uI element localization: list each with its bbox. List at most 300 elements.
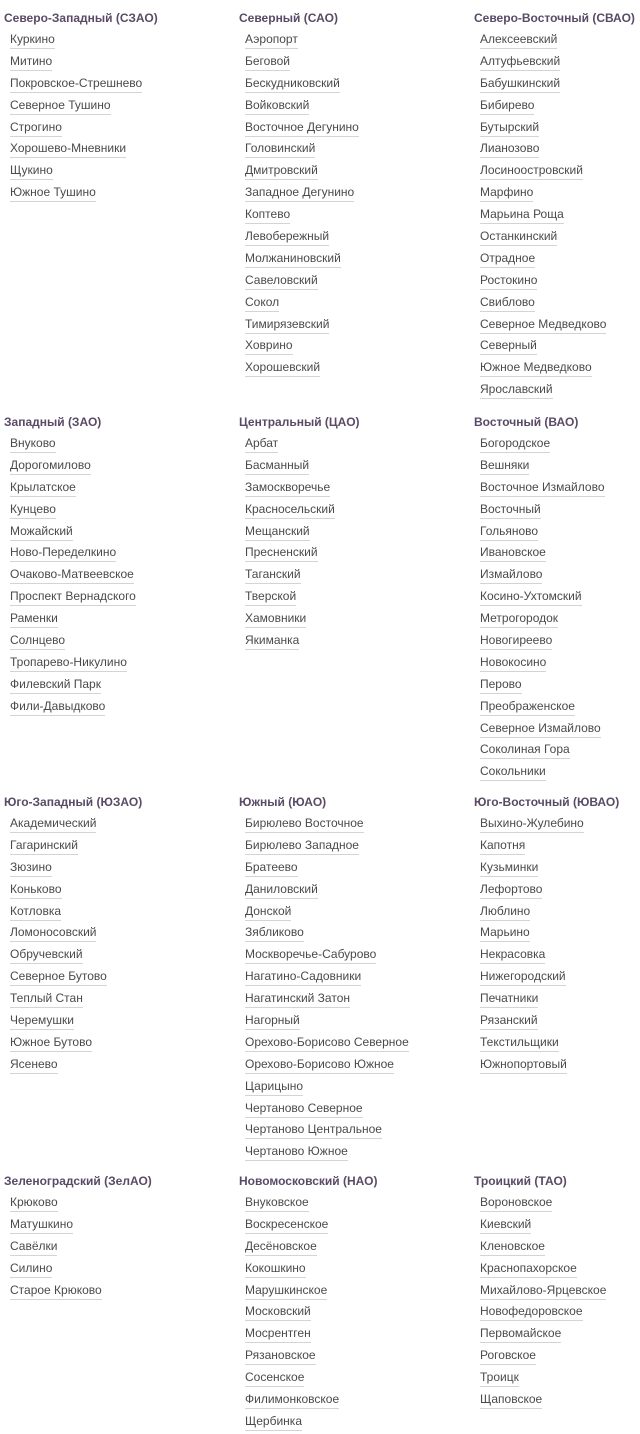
area-link[interactable]: Тимирязевский [245,317,329,334]
area-link[interactable]: Кленовское [480,1239,545,1256]
area-link[interactable]: Мосрентген [245,1326,311,1343]
district-title: Восточный (ВАО) [474,415,579,429]
area-link[interactable]: Марушкинское [245,1283,327,1300]
area-link[interactable]: Матушкино [10,1217,73,1234]
area-link[interactable]: Кокошкино [245,1261,306,1278]
list-item [474,336,640,358]
district-list [474,434,640,784]
list-item [4,565,174,587]
list-item [474,740,640,762]
area-link[interactable]: Марьина Роща [480,207,564,224]
area-link[interactable]: Чертаново Северное [245,1101,363,1118]
area-link[interactable]: Аэропорт [245,32,298,49]
list-item [239,249,409,271]
area-link[interactable]: Хорошевский [245,360,320,377]
list-item [239,858,409,880]
list-item [4,1011,174,1033]
list-item [474,719,640,741]
area-link[interactable]: Южнопортовый [480,1057,567,1074]
area-link[interactable]: Восточный [480,502,541,519]
area-link[interactable]: Марьино [480,925,530,942]
area-link[interactable]: Коньково [10,882,62,899]
list-item [239,1281,409,1303]
list-item [4,880,174,902]
list-item [474,587,640,609]
list-item [239,1346,409,1368]
district-title: Западный (ЗАО) [4,415,102,429]
district-title: Зеленоградский (ЗелАО) [4,1174,152,1188]
area-link[interactable]: Бирюлево Западное [245,838,359,855]
list-item [239,814,409,836]
area-link[interactable]: Котловка [10,904,61,921]
district-block [474,12,640,402]
list-item [474,543,640,565]
list-item [474,139,640,161]
area-link[interactable]: Десёновское [245,1239,317,1256]
area-link[interactable]: Краснопахорское [480,1261,577,1278]
list-item [239,336,409,358]
list-item [474,858,640,880]
list-item [474,52,640,74]
list-item [4,96,174,118]
list-item [239,522,409,544]
list-item [4,697,174,719]
list-item [239,227,409,249]
area-link[interactable]: Щукино [10,163,53,180]
list-item [239,902,409,924]
district-title: Юго-Восточный (ЮВАО) [474,795,620,809]
list-item [239,565,409,587]
area-link[interactable]: Дмитровский [245,163,318,180]
list-item [239,1055,409,1077]
list-item [239,1142,409,1164]
list-item [474,1324,640,1346]
list-item [239,631,409,653]
area-link[interactable]: Бибирево [480,98,534,115]
area-link[interactable]: Строгино [10,120,62,137]
list-item [474,205,640,227]
area-link[interactable]: Коптево [245,207,290,224]
area-link[interactable]: Перово [480,677,522,694]
list-item [4,456,174,478]
area-link[interactable]: Хамовники [245,611,306,628]
area-link[interactable]: Чертаново Центральное [245,1122,382,1139]
list-item [239,587,409,609]
list-item [474,1193,640,1215]
area-link[interactable]: Зябликово [245,925,304,942]
list-item [474,96,640,118]
district-block [239,12,409,380]
district-list [239,434,409,653]
list-item [474,1368,640,1390]
list-item [239,836,409,858]
area-link[interactable]: Хорошево-Мневники [10,141,126,158]
list-item [239,293,409,315]
area-link[interactable]: Митино [10,54,52,71]
area-link[interactable]: Богородское [480,436,550,453]
list-item [4,1237,174,1259]
list-item [239,161,409,183]
district-title: Новомосковский (НАО) [239,1174,378,1188]
list-item [239,118,409,140]
area-link[interactable]: Сокольники [480,764,546,781]
list-item [474,118,640,140]
area-link[interactable]: Москворечье-Сабурово [245,947,376,964]
list-item [4,522,174,544]
area-link[interactable]: Преображенское [480,699,575,716]
area-link[interactable]: Алексеевский [480,32,557,49]
list-item [474,161,640,183]
area-link[interactable]: Некрасовка [480,947,545,964]
area-link[interactable]: Западное Дегунино [245,185,354,202]
list-item [474,814,640,836]
list-item [239,1099,409,1121]
area-link[interactable]: Бирюлево Восточное [245,816,364,833]
area-link[interactable]: Савеловский [245,273,318,290]
list-item [4,1281,174,1303]
list-item [4,30,174,52]
area-link[interactable]: Кунцево [10,502,56,519]
area-link[interactable]: Тверской [245,589,296,606]
area-link[interactable]: Крылатское [10,480,76,497]
list-item [239,543,409,565]
list-item [474,249,640,271]
list-item [4,1193,174,1215]
district-title: Северо-Западный (СЗАО) [4,11,158,25]
list-item [239,1011,409,1033]
area-link[interactable]: Молжаниновский [245,251,341,268]
area-link[interactable]: Дорогомилово [10,458,91,475]
area-link[interactable]: Фили-Давыдково [10,699,105,716]
area-link[interactable]: Лефортово [480,882,542,899]
district-title: Северо-Восточный (СВАО) [474,11,635,25]
list-item [239,271,409,293]
area-link[interactable]: Ивановское [480,545,546,562]
list-item [4,543,174,565]
area-link[interactable]: Куркино [10,32,55,49]
area-link[interactable]: Алтуфьевский [480,54,560,71]
area-link[interactable]: Солнцево [10,633,65,650]
list-item [474,1033,640,1055]
list-item [474,30,640,52]
list-item [474,1302,640,1324]
area-link[interactable]: Южное Медведково [480,360,592,377]
list-item [239,1215,409,1237]
area-link[interactable]: Первомайское [480,1326,561,1343]
area-link[interactable]: Отрадное [480,251,535,268]
list-item [4,139,174,161]
area-link[interactable]: Нагорный [245,1013,300,1030]
area-link[interactable]: Лосиноостровский [480,163,583,180]
list-item [4,500,174,522]
area-link[interactable]: Замоскворечье [245,480,330,497]
list-item [239,923,409,945]
district-list [474,814,640,1077]
list-item [4,183,174,205]
area-link[interactable]: Марфино [480,185,533,202]
list-item [4,989,174,1011]
area-link[interactable]: Академический [10,816,96,833]
list-item [474,675,640,697]
area-link[interactable]: Сокол [245,295,279,312]
area-link[interactable]: Арбат [245,436,278,453]
area-link[interactable]: Михайлово-Ярцевское [480,1283,606,1300]
area-link[interactable]: Зюзино [10,860,52,877]
list-item [239,96,409,118]
area-link[interactable]: Воскресенское [245,1217,328,1234]
area-link[interactable]: Щаповское [480,1392,542,1409]
list-item [239,315,409,337]
area-link[interactable]: Щербинка [245,1414,302,1431]
area-link[interactable]: Мещанский [245,524,310,541]
area-link[interactable]: Ново-Переделкино [10,545,116,562]
district-list [239,814,409,1164]
area-link[interactable]: Орехово-Борисово Северное [245,1035,409,1052]
list-item [474,315,640,337]
list-item [239,880,409,902]
area-link[interactable]: Ховрино [245,338,293,355]
area-link[interactable]: Нижегородский [480,969,566,986]
area-link[interactable]: Лианозово [480,141,539,158]
area-link[interactable]: Роговское [480,1348,536,1365]
area-link[interactable]: Савёлки [10,1239,57,1256]
list-item [4,161,174,183]
area-link[interactable]: Метрогородок [480,611,558,628]
area-link[interactable]: Покровское-Стрешнево [10,76,142,93]
list-item [4,902,174,924]
area-link[interactable]: Южное Тушино [10,185,96,202]
area-link[interactable]: Якиманка [245,633,299,650]
list-item [474,478,640,500]
area-link[interactable]: Силино [10,1261,52,1278]
area-link[interactable]: Южное Бутово [10,1035,92,1052]
list-item [4,967,174,989]
area-link[interactable]: Бескудниковский [245,76,340,93]
list-item [4,587,174,609]
list-item [474,1237,640,1259]
area-link[interactable]: Головинский [245,141,315,158]
district-title: Северный (САО) [239,11,338,25]
list-item [239,1033,409,1055]
area-link[interactable]: Теплый Стан [10,991,83,1008]
list-item [474,945,640,967]
area-link[interactable]: Новофедоровское [480,1304,583,1321]
area-link[interactable]: Рязанский [480,1013,538,1030]
list-item [4,478,174,500]
list-item [4,653,174,675]
list-item [474,522,640,544]
area-link[interactable]: Восточное Дегунино [245,120,359,137]
area-link[interactable]: Орехово-Борисово Южное [245,1057,394,1074]
area-link[interactable]: Северное Бутово [10,969,107,986]
area-link[interactable]: Филевский Парк [10,677,101,694]
list-item [239,183,409,205]
list-item [239,52,409,74]
list-item [239,945,409,967]
list-item [474,1055,640,1077]
area-link[interactable]: Чертаново Южное [245,1144,348,1161]
area-link[interactable]: Раменки [10,611,58,628]
list-item [474,653,640,675]
list-item [474,609,640,631]
area-link[interactable]: Филимонковское [245,1392,339,1409]
area-link[interactable]: Внуково [10,436,56,453]
list-item [474,380,640,402]
list-item [474,631,640,653]
area-link[interactable]: Свиблово [480,295,535,312]
list-item [474,880,640,902]
area-link[interactable]: Донской [245,904,291,921]
list-item [4,836,174,858]
area-link[interactable]: Беговой [245,54,290,71]
list-item [474,358,640,380]
area-link[interactable]: Ярославский [480,382,553,399]
list-item [474,836,640,858]
list-item [4,1055,174,1077]
list-item [474,434,640,456]
area-link[interactable]: Текстильщики [480,1035,559,1052]
area-link[interactable]: Северное Тушино [10,98,111,115]
list-item [239,478,409,500]
area-link[interactable]: Люблино [480,904,530,921]
list-item [474,762,640,784]
area-link[interactable]: Ясенево [10,1057,58,1074]
district-block [474,796,640,1077]
area-link[interactable]: Левобережный [245,229,329,246]
area-link[interactable]: Выхино-Жулебино [480,816,584,833]
area-link[interactable]: Киевский [480,1217,531,1234]
area-link[interactable]: Нагатинский Затон [245,991,350,1008]
area-link[interactable]: Тропарево-Никулино [10,655,127,672]
list-item [239,1412,409,1434]
area-link[interactable]: Вешняки [480,458,529,475]
list-item [239,1259,409,1281]
list-item [4,118,174,140]
list-item [4,74,174,96]
district-block [4,416,174,719]
district-block [239,416,409,653]
district-list [239,1193,409,1434]
area-link[interactable]: Бутырский [480,120,539,137]
area-link[interactable]: Таганский [245,567,301,584]
area-link[interactable]: Черемушки [10,1013,74,1030]
list-item [474,565,640,587]
district-title: Юго-Западный (ЮЗАО) [4,795,143,809]
area-link[interactable]: Сосенское [245,1370,304,1387]
area-link[interactable]: Царицыно [245,1079,303,1096]
area-link[interactable]: Очаково-Матвеевское [10,567,134,584]
list-item [474,293,640,315]
area-link[interactable]: Северное Медведково [480,317,606,334]
area-link[interactable]: Кузьминки [480,860,538,877]
area-link[interactable]: Новогиреево [480,633,552,650]
list-item [474,271,640,293]
area-link[interactable]: Бабушкинский [480,76,560,93]
area-link[interactable]: Гольяново [480,524,538,541]
area-link[interactable]: Вороновское [480,1195,552,1212]
list-item [4,52,174,74]
area-link[interactable]: Старое Крюково [10,1283,102,1300]
area-link[interactable]: Восточное Измайлово [480,480,605,497]
area-link[interactable]: Северное Измайлово [480,721,601,738]
area-link[interactable]: Северный [480,338,537,355]
district-block [239,1175,409,1434]
area-link[interactable]: Ростокино [480,273,537,290]
list-item [239,205,409,227]
area-link[interactable]: Пресненский [245,545,318,562]
list-item [474,456,640,478]
list-item [239,74,409,96]
list-item [239,358,409,380]
area-link[interactable]: Внуковское [245,1195,309,1212]
list-item [474,923,640,945]
area-link[interactable]: Даниловский [245,882,318,899]
area-link[interactable]: Нагатино-Садовники [245,969,361,986]
list-item [239,989,409,1011]
area-link[interactable]: Новокосино [480,655,546,672]
list-item [474,1346,640,1368]
district-list [474,30,640,402]
area-link[interactable]: Капотня [480,838,525,855]
list-item [239,1120,409,1142]
area-link[interactable]: Обручевский [10,947,83,964]
area-link[interactable]: Соколиная Гора [480,742,570,759]
district-list [4,434,174,719]
list-item [239,967,409,989]
area-link[interactable]: Басманный [245,458,309,475]
area-link[interactable]: Гагаринский [10,838,78,855]
list-item [4,923,174,945]
list-item [239,1237,409,1259]
area-link[interactable]: Останкинский [480,229,557,246]
list-item [474,1259,640,1281]
district-list [4,814,174,1077]
area-link[interactable]: Московский [245,1304,311,1321]
list-item [4,1215,174,1237]
list-item [239,434,409,456]
district-block [474,1175,640,1412]
list-item [474,989,640,1011]
area-link[interactable]: Троицк [480,1370,519,1387]
list-item [474,1281,640,1303]
list-item [4,858,174,880]
district-block [474,416,640,784]
area-link[interactable]: Косино-Ухтомский [480,589,582,606]
list-item [239,456,409,478]
area-link[interactable]: Проспект Вернадского [10,589,136,606]
list-item [239,1390,409,1412]
list-item [4,814,174,836]
list-item [239,500,409,522]
list-item [474,183,640,205]
area-link[interactable]: Братеево [245,860,298,877]
district-list [474,1193,640,1412]
area-link[interactable]: Можайский [10,524,73,541]
list-item [239,1077,409,1099]
area-link[interactable]: Красносельский [245,502,335,519]
area-link[interactable]: Крюково [10,1195,58,1212]
list-item [4,609,174,631]
area-link[interactable]: Войковский [245,98,309,115]
list-item [4,675,174,697]
list-item [474,227,640,249]
area-link[interactable]: Измайлово [480,567,542,584]
area-link[interactable]: Рязановское [245,1348,316,1365]
area-link[interactable]: Ломоносовский [10,925,96,942]
district-title: Троицкий (ТАО) [474,1174,567,1188]
list-item [239,30,409,52]
area-link[interactable]: Печатники [480,991,538,1008]
